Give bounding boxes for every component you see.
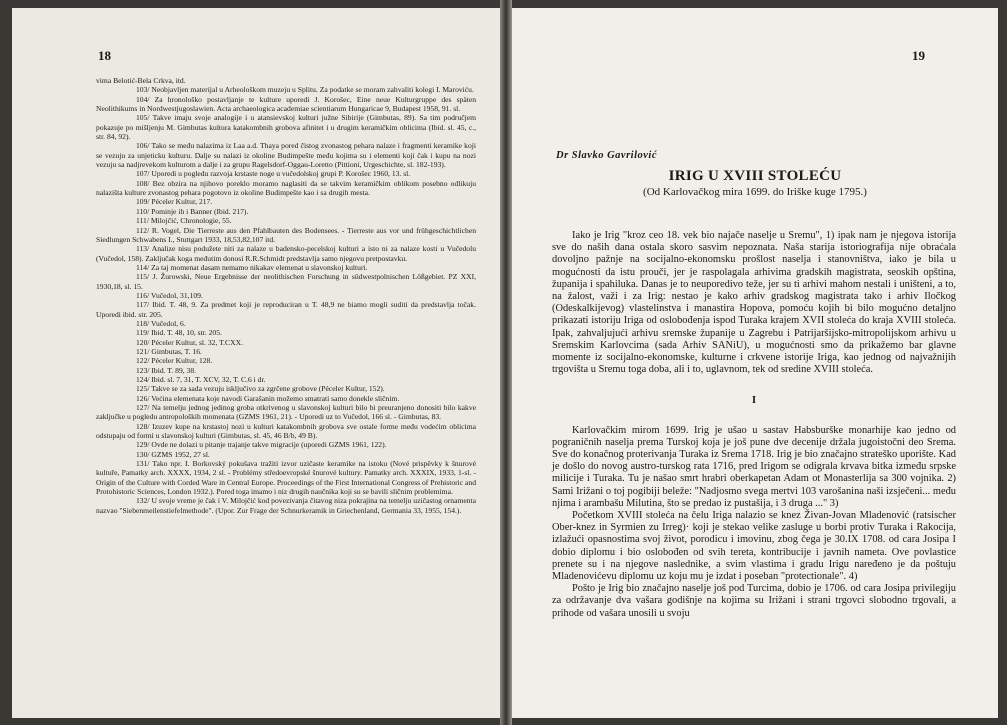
footnote: 129/ Ovde ne dolazi u pitanje trajanje takve migracije (uporedi GZMS 1961, 122). (136, 440, 387, 450)
right-page (512, 8, 998, 718)
footnote: 116/ Vučedol, 31,109. (136, 290, 203, 300)
footnotes (96, 76, 476, 515)
footnote: 121/ Gimbutas, T. 16. (136, 346, 202, 356)
footnote: 126/ Većina elemenata koje navodi Garašanin možemo smatrati samo donekle sličnim. (136, 393, 400, 403)
footnote: 118/ Vučedol, 6. (136, 318, 186, 328)
footnote: 119/ Ibid. T. 48, 10, str. 205. (136, 328, 222, 338)
paragraph: Pošto je Irig bio značajno naselje još pod Turcima, dobio je 1706. od cara Josipa privilegiju za održavanje dva vašara godišnje na kojima su Irižani i strani trgovci slobodno trgovali, a prihode od vašara unosili u svoju (552, 583, 956, 619)
article-author: Dr Slavko Gavrilović (556, 150, 657, 161)
footnote: 104/ Za hronološko postavljanje te kulture uporedi J. Korošec, Eine neue Kulturgruppe des späten Neolithikums in Nordwestjugoslawien. Acta archaeologica academiae scientiarum Hungaricae 9, Budapest 1958, 91. sl. (96, 94, 476, 114)
footnote: 125/ Takve se za sada vezuju isključivo za zgrčene grobove (Péceler Kultur, 152). (136, 384, 385, 394)
footnote: 127/ Na temelju jednog jedinog groba otkrivenog u slavonskoj kulturi bilo bi preuranjeno donositi bilo kakve zaključke u pogledu antropoloških momenata (GZMS 1961, 21). - Uporedi uz to Vučedol, 166 sl. - Gimbutas, 83. (96, 403, 476, 422)
footnote: 130/ GZMS 1952, 27 sl. (136, 449, 210, 459)
paragraph: Karlovačkim mirom 1699. Irig je ušao u sastav Habsburške monarhije kao jedno od pograničnih naselja prema Turskoj koja je još pune dve decenije držala jugoistočni deo Srema. Sve do konačnog proterivanja Turaka iz Srema 1718. Irig je bio značajno strateško uporište. Kad je došlo do novog austro-turskog rata 1716, pred Irigom se odigrala krvava bitka između srpske milicije i Turaka. Tu je našao smrt hrabri oberkapetan Adam ot Monasterlija sa 300 vojnika. 2) Sami Irižani o toj pogibiji beleže: "Nadjosmo svega mertvi 103 varošanina naši izsječeni... među njima i arambašu Milutina, što se predao iz pustašija, i 3 druga ..." 3) (552, 424, 956, 509)
footnote: 108/ Bez obzira na njihovo poreklo moramo naglasiti da se takvim keramičkim oblikom posebno odlikuju nalazišta kulture zvonastog pehara pogotovo iz okoline Budimpešte kao i sa drugih mesta. (96, 178, 476, 198)
page-number: 19 (912, 48, 925, 63)
article-body (552, 230, 956, 620)
book-gutter (500, 0, 512, 725)
footnote: 128/ Izuzev kupe na krstastoj nozi u kulturi katakombnih grobova sve ostale forme među vodećim oblicima odstupaju od formi u slavonskoj kulturi (Gimbutas, sl. 45, 46 B/b, 49 B). (96, 421, 476, 441)
footnote: 113/ Analize nisu podužete niti za nalaze u badensko-pecelskoj kulturi a isto ni za nalaze kosti u Vučedolu (Vučedol, 158). Zaključak koga međutim donosi R.R.Schmidt predstavlja samo njegovu pretpostavku. (96, 244, 476, 263)
footnote: 117/ Ibid. T. 48, 9. Za predmet koji je reproduciran u T. 48,9 ne biamo mogli suditi da predstavlja točak. Uporedi ibid. str. 205. (96, 300, 476, 319)
footnote: 123/ Ibid. T. 89, 38. (136, 365, 197, 375)
article-subtitle: (Od Karlovačkog mira 1699. do Iriške kuge 1795.) (643, 186, 867, 198)
footnote: 115/ J. Žurowski, Neue Ergebnisse der neolithischen Forschung in südwestpolnischen Lößgebiet. PZ XXI, 1930,18, sl. 15. (96, 272, 476, 291)
footnote: 109/ Péceler Kultur, 217. (136, 197, 213, 207)
footnote: 103/ Neobjavljen materijal u Arheološkom muzeju u Splitu. Za podatke se moram zahvaliti kolegi I. Maroviću. (136, 85, 474, 95)
footnote: 106/ Tako se među nalazima iz Laa a.d. Thaya pored čistog zvonastog pehara nalaze i fragmenti keramike koji se vezuju za unjeticku kulturu. Dalje su nalazi iz okoline Budimpešte među kojima su i elementi koji čak i kupu na nozi vezuju sa nadjrevekom kulturom a dalje i za grupu Ragelsdorf-Oggau-Loretto (Pittioni, Urgeschichte, sl. 182-193). (96, 141, 476, 170)
footnote: 111/ Milojčić, Chronologie, 55. (136, 216, 232, 226)
footnote: 110/ Pominje ih i Banner (Ibid. 217). (136, 206, 249, 216)
paragraph: Iako je Irig "kroz ceo 18. vek bio najače naselje u Sremu", 1) ipak nam je njegova istorija sve do naših dana ostala skoro sasvim nepoznata. Naša starija istoriografija nije obraćala dovoljno pažnje na socijalno-ekonomsku prošlost naselja i stanovništva, iako je bila u mogućnosti da istu prouči, jer je raspolagala arhivima gradskih magistrata, seoskih opština, županija i spahiluka. Danas je to neuporedivo teže, jer su ti arhivi mahom nestali i uništeni, a to, na žalost, važi i za Irig: nestao je kako arhiv gradskog magistrata tako i arhiv Iločkog (Odeskalkijevog) vlastelinstva i manastira Hopova, pomoću kojih bi bilo mogućno detaljno prikazati istoriju Iriga od oslobođenja ispod Turaka krajem XVII stoleća do kraja XVIII stoleća. Ipak, zahvaljujući arhivu sremske županije u Zagrebu i Patrijaršijsko-mitropolijskom arhivu u Sremskim Karlovcima (sada Arhiv SANiU), u mogućnosti smo da prikažemo bar glavne momente iz socijalno-ekonomske, kulturne i crkvene istorije Iriga, kao jednog od najvažnijih trgovišta u Sremu toga doba, ali i to, uglavnom, tek od sredine XVIII stoleća. (552, 230, 956, 376)
footnote: 105/ Takve imaju svoje analogije i u atansievskoj kulturi južne Sibirije (Gimbutas, 89). Sa tim područjem pokazuje po mišljenju M. Gimbutas kultura katakombnih grobova afinitet i u drugim keramičkim oblicima (Ibid. sl. 45, c., str. 84, 92). (96, 113, 476, 142)
footnote: 112/ R. Vogel, Die Tierreste aus den Pfahlbauten des Bodensees. - Tierreste aus vor und frühgeschichtlichen Siedlungen Schwabens I., Stuttgart 1933, 18,53,82,107 itd. (96, 225, 476, 244)
footnote: 124/ Ibid. sl. 7, 31, T. XCV, 32, T. C.6 i dr. (136, 375, 266, 384)
section-heading: I (751, 394, 757, 407)
footnote: vima Belotić-Bela Crkva, itd. (96, 76, 186, 85)
paragraph: Početkom XVIII stoleća na čelu Iriga nalazio se knez Živan-Jovan Mladenović (ratsischer Ober-knez in Syrmien zu Irreg)· koji je stekao velike zasluge u borbi protiv Turaka i Rakocija, izlažući opasnostima svoj život, porodicu i imovinu, zbog čega je 30.IX 1708. od cara Josipa I dobio diplomu i bio oslobođen od svih tereta, kontribucije i javnih nameta. Ove povlastice prenete su i na njegove naslednike, a svim vlastima i gradu Irigu naređeno je da poštuju Mladenovićevu diplomu uz koju mu je izdat i poseban "protectionale". 4) (552, 510, 956, 583)
left-page (12, 8, 500, 718)
footnote: 114/ Za taj momenat dasam nemamo nikakav elemenat u slavonskoj kulturi. (136, 262, 368, 272)
article-title: IRIG U XVIII STOLEĆU (668, 168, 842, 184)
footnote: 120/ Péceler Kultur, sl. 32, T.CXX. (136, 337, 243, 347)
footnote: 132/ U svoje vreme je čak i V. Milojčić kod povezivanja čitavog niza pokrajina na temelju uzičastog ornamenta nazvao "Siebenmeilenstiefelmethode". (Upor. Zur Frage der Schnurkeramik in Griechenland, Germania 33, 1955, 154.). (96, 496, 476, 515)
page-number: 18 (98, 48, 111, 63)
footnote: 107/ Uporedi u pogledu razvoja krstaste noge u vučedolskoj grupi P. Korošec 1960, 13. sl. (136, 169, 411, 179)
footnote: 131/ Tako npr. I. Borkovský pokušava tražiti izvor uzičaste keramike na istoku (Nové prispěvky k šnurové kultuře, Pamatky arch. XXXX, 1934, 2 sl. - Problémy středoevropské šnurové kultury. Pamatky arch. XXXIX, 1933, 1-sl. - Origin of the Culture with Corded Ware in Central Europe. Proceedings of the First International Congress of Prehistoric and Protohistoric Sciences, London 1932.). Pored toga imamo i niz drugih naučnika koji su se bavili sličnim problemima. (96, 459, 476, 497)
footnote: 122/ Péceler Kultur, 128. (136, 356, 213, 366)
